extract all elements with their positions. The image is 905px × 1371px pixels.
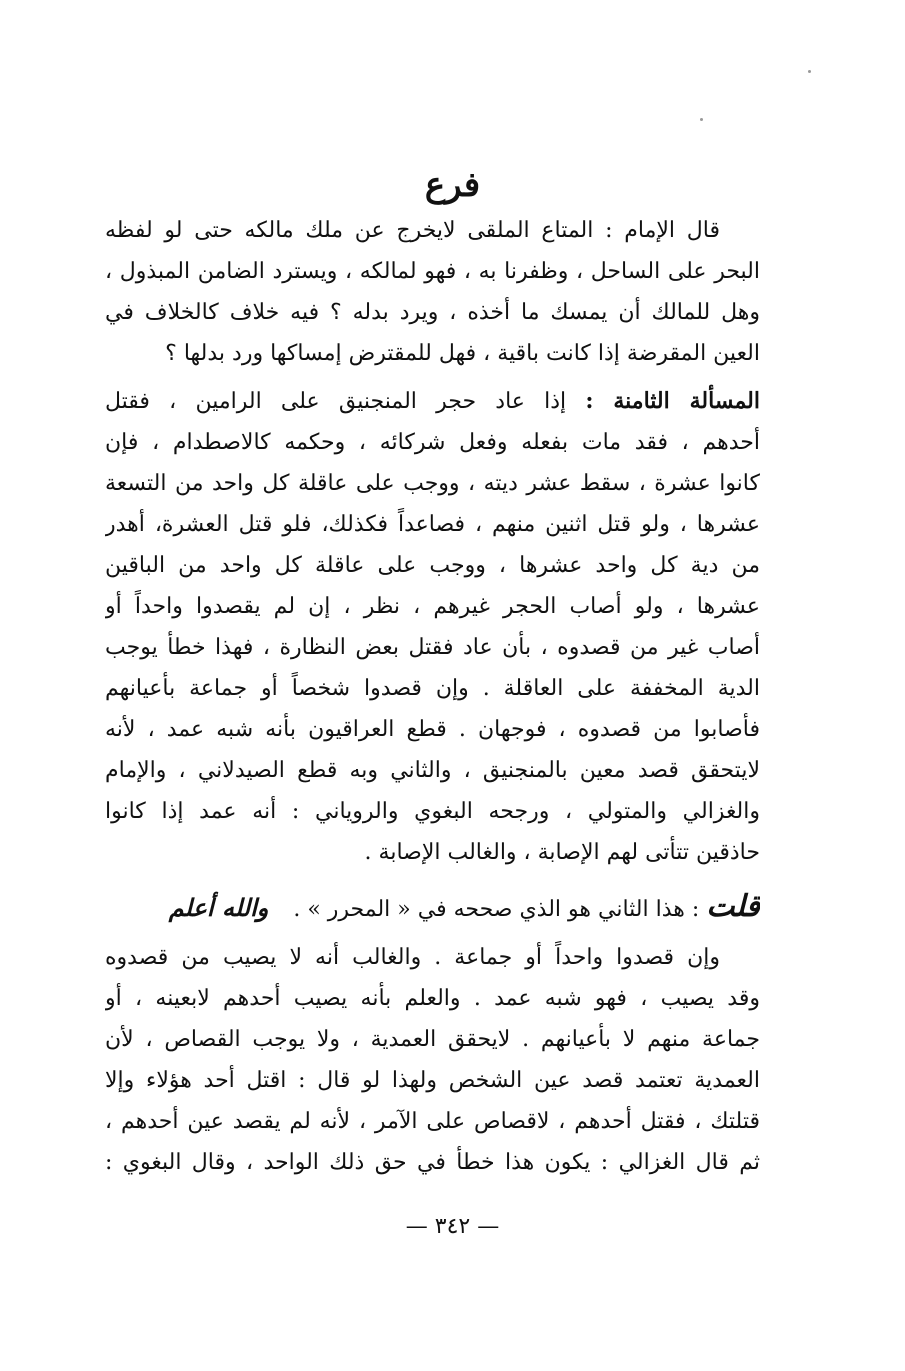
paper-speck <box>808 70 811 73</box>
text-line: الدية المخففة على العاقلة . وإن قصدوا شخصاً أو جماعة بأعيانهم <box>105 676 760 701</box>
masala-first-line: إذا عاد حجر المنجنيق على الرامين ، فقتل <box>105 389 567 414</box>
text-line: العين المقرضة إذا كانت باقية ، فهل للمقترض إمساكها ورد بدلها ؟ <box>165 341 760 366</box>
page-number: — ٣٤٢ — <box>405 1214 500 1239</box>
text-line: قتلتك ، فقتل أحدهم ، لاقصاص على الآمر ، لأنه لم يقصد عين أحدهم ، <box>105 1109 760 1134</box>
text-line: وقد يصيب ، فهو شبه عمد . والعلم بأنه يصيب أحدهم لابعينه ، أو <box>105 986 760 1011</box>
qult-text: : هذا الثاني هو الذي صححه في « المحرر » . <box>293 897 700 922</box>
text-line: جماعة منهم لا بأعيانهم . لايحقق العمدية ، ولا يوجب القصاص ، لأن <box>105 1027 760 1052</box>
text-line <box>105 884 760 930</box>
text-line: عشرها ، ولو أصاب الحجر غيرهم ، نظر ، إن لم يقصدوا واحداً أو <box>105 594 760 619</box>
section-heading: فرع <box>424 165 481 205</box>
text-line: ثم قال الغزالي : يكون هذا خطأ في حق ذلك الواحد ، وقال البغوي : <box>105 1150 760 1175</box>
text-line: عشرها ، ولو قتل اثنين منهم ، فصاعداً فكذلك، فلو قتل العشرة، أهدر <box>105 512 760 537</box>
text-line: كانوا عشرة ، سقط عشر ديته ، ووجب على عاقلة كل واحد من التسعة <box>105 471 760 496</box>
closing-phrase: والله أعلم <box>168 893 269 922</box>
qult-note <box>105 884 760 930</box>
masala-label: المسألة الثامنة : <box>585 388 760 414</box>
text-line: أحدهم ، فقد مات بفعله وفعل شركائه ، وحكمه كالاصطدام ، فإن <box>105 430 760 455</box>
text-line: من دية كل واحد عشرها ، ووجب على عاقلة كل واحد من الباقين <box>105 553 760 578</box>
paragraph-continuation <box>105 937 760 1183</box>
text-line: قال الإمام : المتاع الملقى لايخرج عن ملك مالكه حتى لو لفظه <box>105 218 720 243</box>
text-line: حاذقين تتأتى لهم الإصابة ، والغالب الإصابة . <box>364 840 760 865</box>
text-line: أصاب غير من قصدوه ، بأن عاد فقتل بعض النظارة ، فهذا خطأ يوجب <box>105 635 760 660</box>
paragraph-masala-8 <box>105 381 760 873</box>
text-line <box>105 381 760 422</box>
text-line: العمدية تعتمد قصد عين الشخص ولهذا لو قال : اقتل أحد هؤلاء وإلا <box>105 1068 760 1093</box>
qult-label: قلت <box>706 889 760 924</box>
paragraph-far <box>105 210 760 374</box>
text-line: وهل للمالك أن يمسك ما أخذه ، ويرد بدله ؟ فيه خلاف كالخلاف في <box>105 300 760 325</box>
text-line: والغزالي والمتولي ، ورجحه البغوي والروياني : أنه عمد إذا كانوا <box>105 799 760 824</box>
text-line: البحر على الساحل ، وظفرنا به ، فهو لمالكه ، ويسترد الضامن المبذول ، <box>105 259 760 284</box>
paper-speck <box>700 118 703 121</box>
text-line: وإن قصدوا واحداً أو جماعة . والغالب أنه لا يصيب من قصدوه <box>105 945 720 970</box>
text-line: فأصابوا من قصدوه ، فوجهان . قطع العراقيون بأنه شبه عمد ، لأنه <box>105 717 760 742</box>
text-line: لايتحقق قصد معين بالمنجنيق ، والثاني وبه قطع الصيدلاني ، والإمام <box>105 758 760 783</box>
